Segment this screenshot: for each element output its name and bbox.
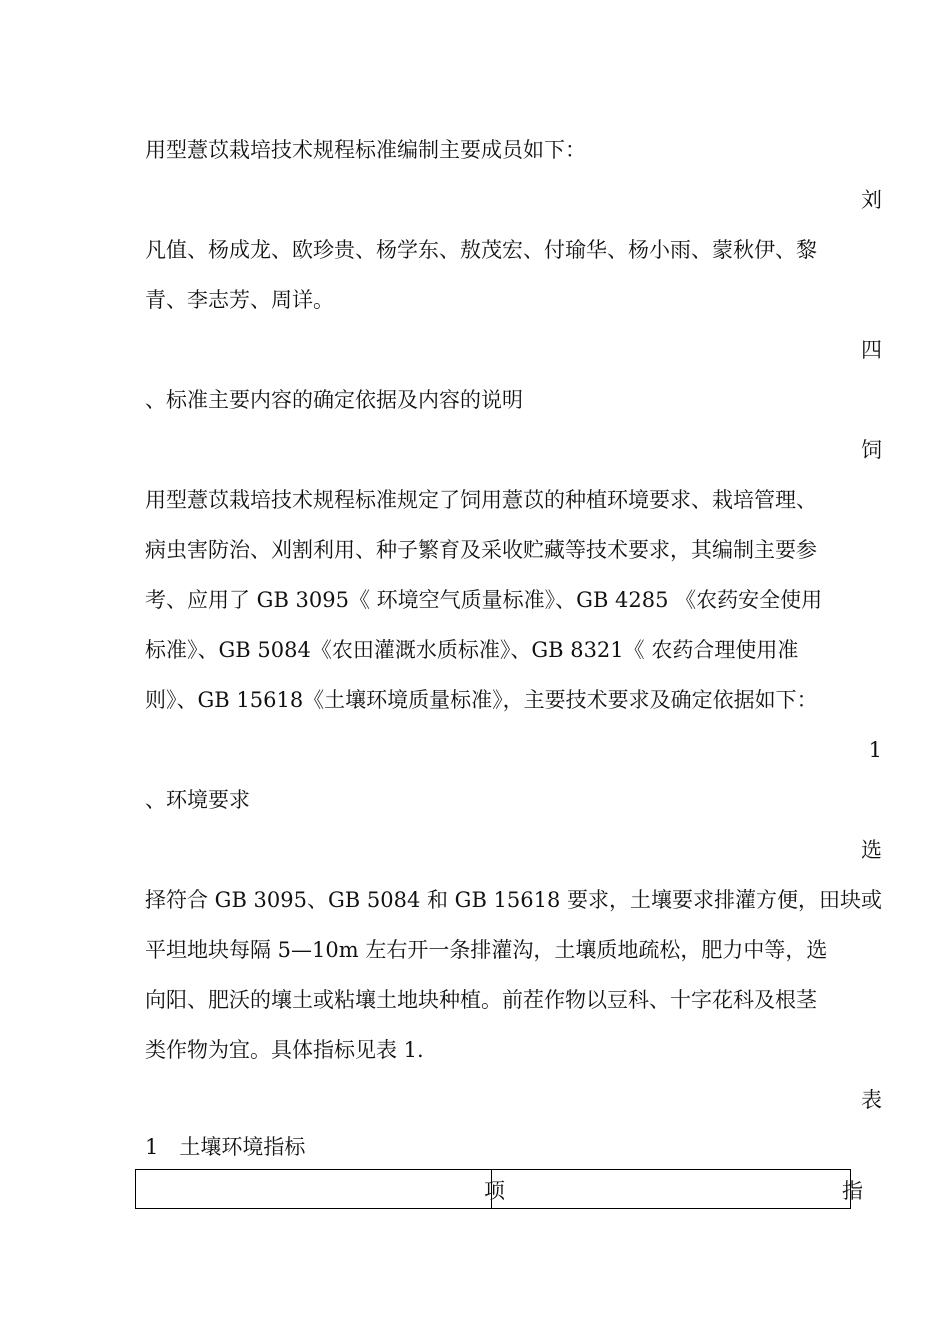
soil-environment-table (135, 1169, 863, 1209)
table-header-index: 指 (842, 1179, 863, 1203)
paragraph-line: 凡值、杨成龙、欧珍贵、杨学东、敖茂宏、付瑜华、杨小雨、蒙秋伊、黎 (145, 238, 817, 262)
paragraph-line: 青、李志芳、周详。 (145, 288, 334, 312)
paragraph-line: 用型薏苡栽培技术规程标准规定了饲用薏苡的种植环境要求、栽培管理、 (145, 488, 817, 512)
paragraph-line: 选 (861, 838, 882, 862)
paragraph-line: 考、应用了 GB 3095《 环境空气质量标准》、GB 4285 《农药安全使用 (145, 588, 823, 612)
table-header-cell (492, 1170, 863, 1208)
paragraph-line: 标准》、GB 5084《农田灌溉水质标准》、GB 8321《 农药合理使用准 (145, 638, 799, 662)
paragraph-line: 刘 (861, 188, 882, 212)
table-caption: 1 土壤环境指标 (145, 1135, 306, 1159)
paragraph-line: 饲 (861, 438, 882, 462)
table-caption-fragment: 表 (861, 1088, 882, 1112)
table-header-cell (136, 1170, 505, 1208)
section-heading-fragment: 四 (861, 338, 882, 362)
subsection-number: 1 (868, 738, 882, 762)
paragraph-line: 用型薏苡栽培技术规程标准编制主要成员如下： (145, 138, 586, 162)
paragraph-line: 则》、GB 15618《土壤环境质量标准》，主要技术要求及确定依据如下： (145, 688, 818, 712)
paragraph-line: 平坦地块每隔 5—10m 左右开一条排灌沟，土壤质地疏松，肥力中等，选 (145, 938, 828, 962)
paragraph-line: 病虫害防治、刈割利用、种子繁育及采收贮藏等技术要求，其编制主要参 (145, 538, 817, 562)
paragraph-line: 类作物为宜。具体指标见表 1. (145, 1038, 424, 1062)
paragraph-line: 向阳、肥沃的壤土或粘壤土地块种植。前茬作物以豆科、十字花科及根茎 (145, 988, 817, 1012)
table-header-item: 项 (484, 1179, 505, 1203)
section-heading: 、标准主要内容的确定依据及内容的说明 (145, 388, 523, 412)
paragraph-line: 择符合 GB 3095、GB 5084 和 GB 15618 要求，土壤要求排灌方便，田块或 (145, 888, 883, 912)
subsection-heading: 、环境要求 (145, 788, 250, 812)
